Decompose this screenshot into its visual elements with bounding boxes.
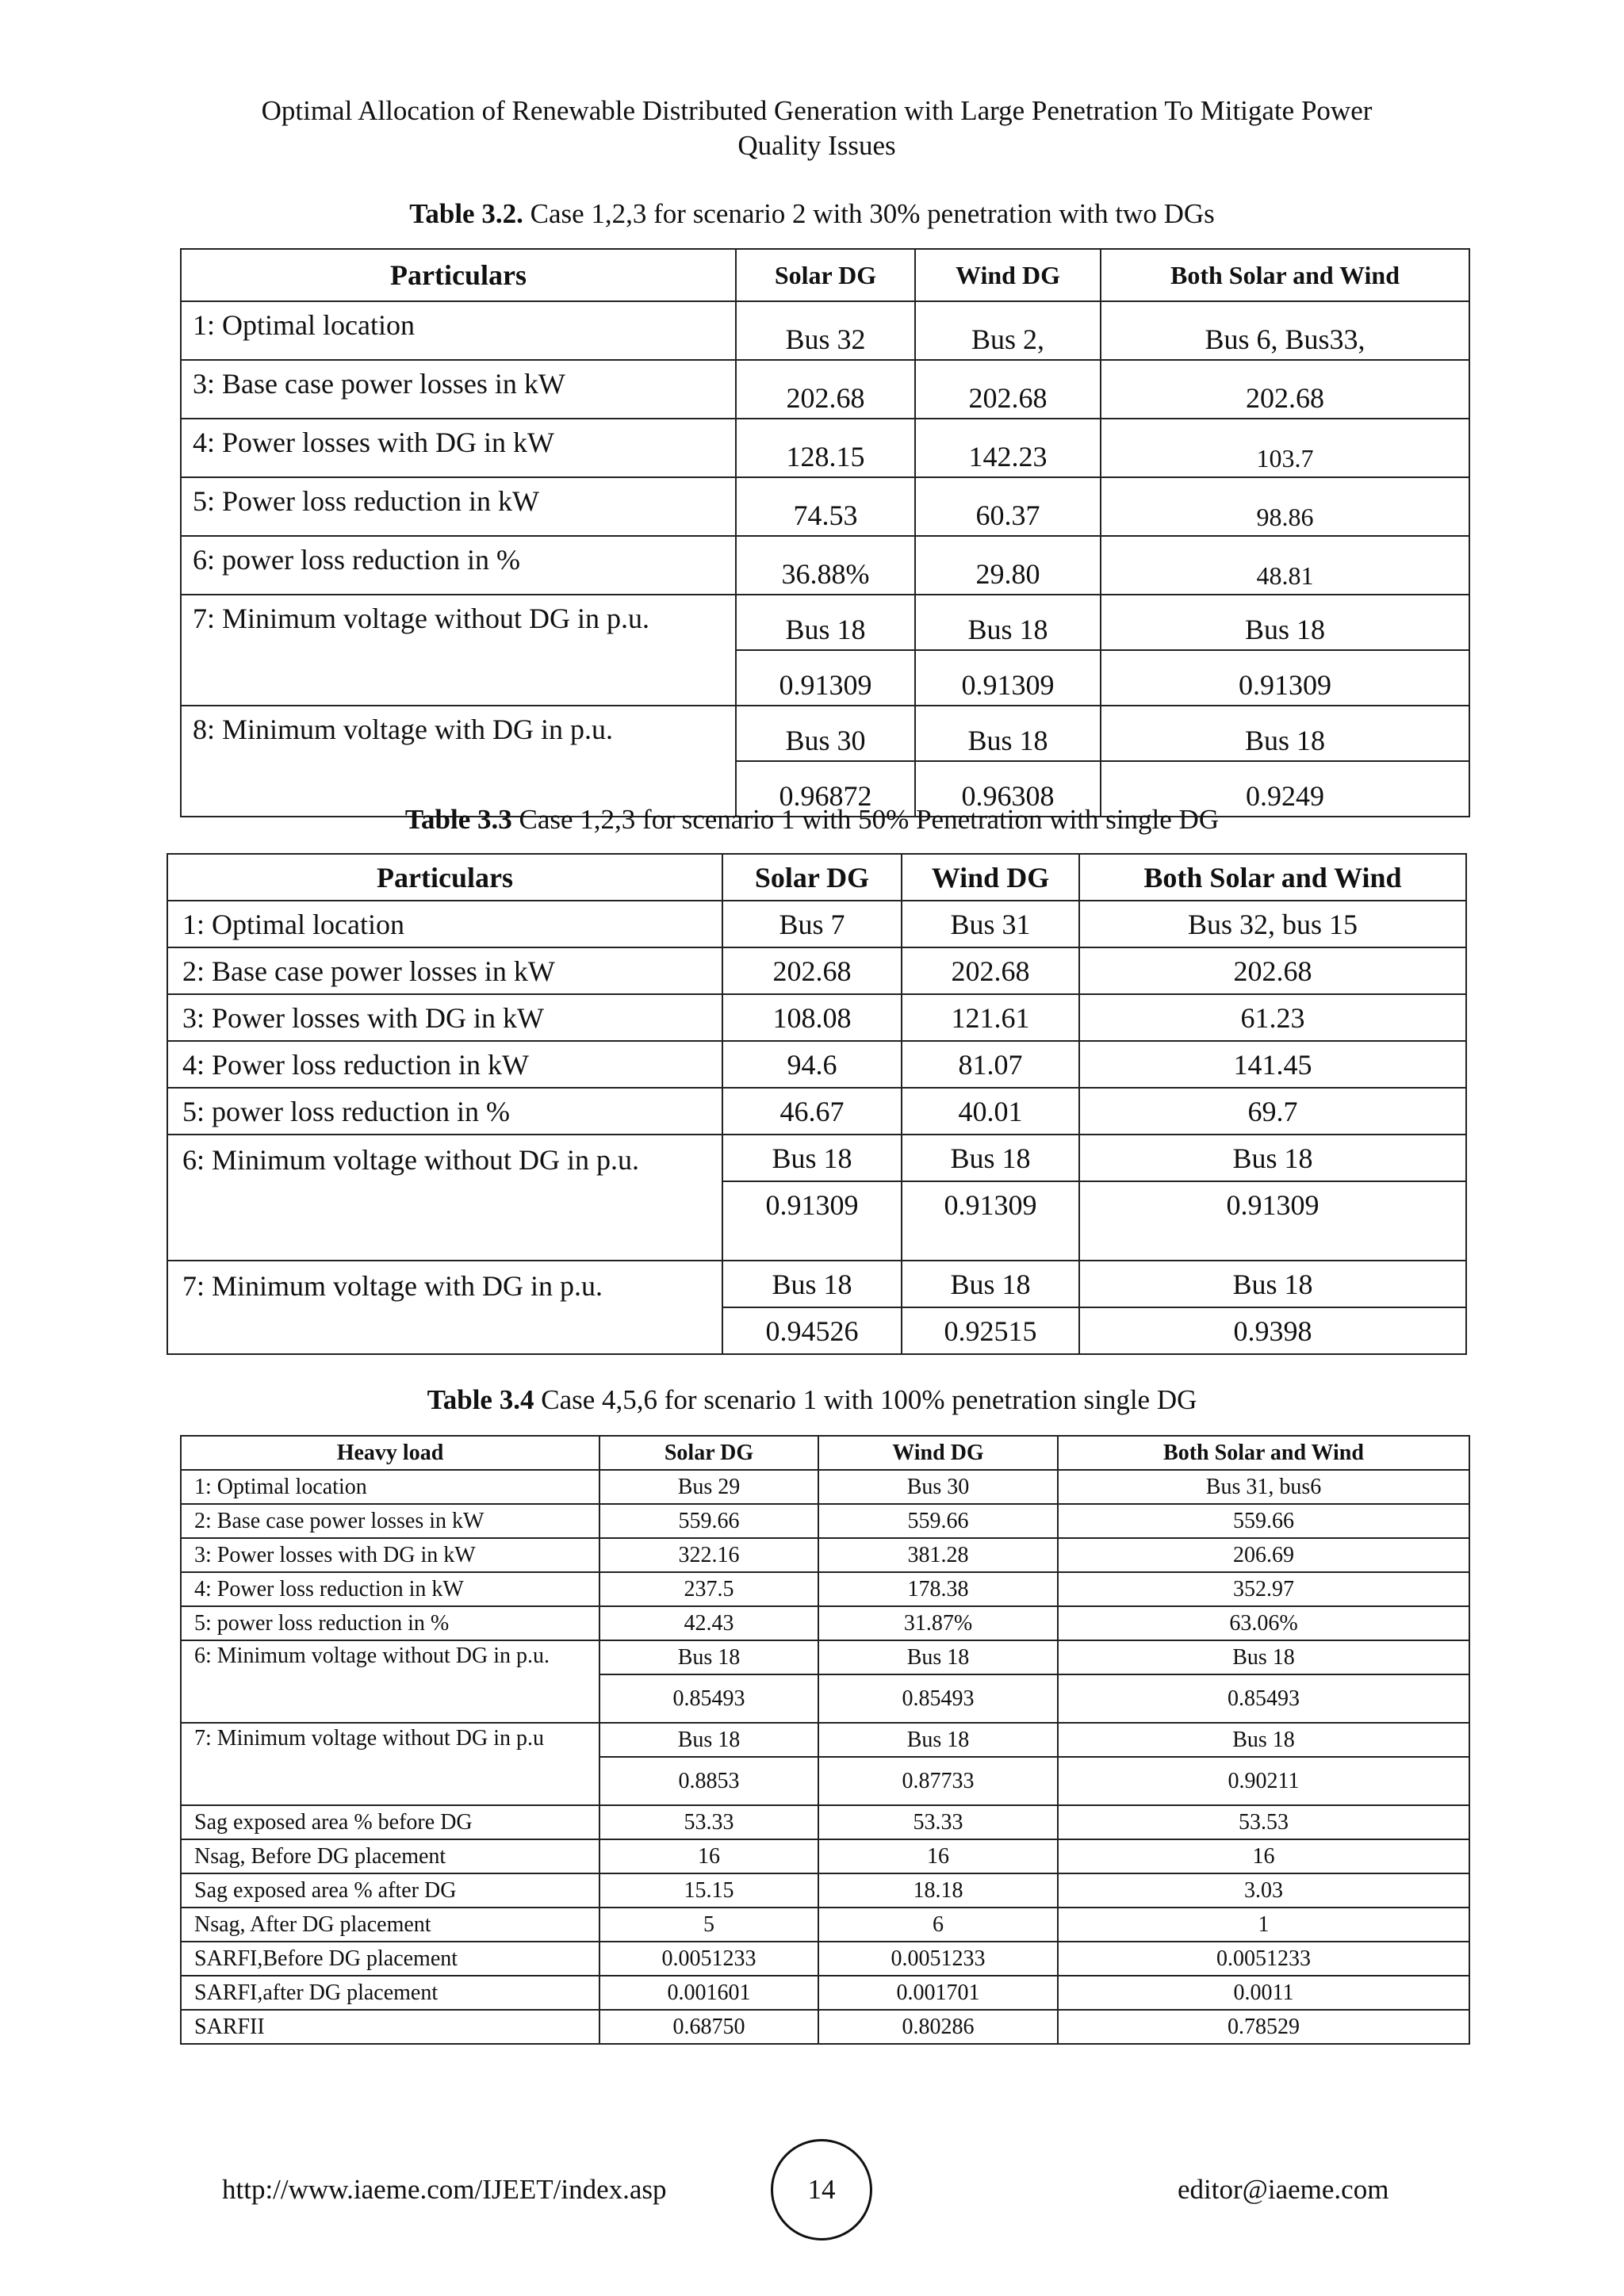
column-header: Wind DG <box>818 1436 1058 1470</box>
table-row <box>181 1908 1469 1942</box>
row-label: 3: Power losses with DG in kW <box>181 1538 599 1572</box>
journal-url-link[interactable]: http://www.iaeme.com/IJEET/index.asp <box>222 2174 667 2205</box>
table-cell: 0.0051233 <box>1058 1942 1469 1976</box>
table-caption <box>0 197 1624 232</box>
row-label: 4: Power losses with DG in kW <box>181 419 736 477</box>
running-header-line-1: Optimal Allocation of Renewable Distributed Generation with Large Penetration To Mitigate Power <box>261 95 1373 126</box>
table-cell: 74.53 <box>736 477 915 536</box>
running-header <box>159 94 1475 163</box>
table-cell: 0.91309 <box>1079 1181 1466 1261</box>
table-row <box>181 1873 1469 1908</box>
row-label: 7: Minimum voltage without DG in p.u <box>181 1723 599 1805</box>
table-cell: 141.45 <box>1079 1041 1466 1088</box>
table-cell: 0.0051233 <box>599 1942 818 1976</box>
table-cell: Bus 18 <box>902 1261 1079 1307</box>
table-cell: Bus 29 <box>599 1470 818 1504</box>
table-cell: 0.85493 <box>818 1674 1058 1723</box>
table-cell: 81.07 <box>902 1041 1079 1088</box>
row-label: SARFI,after DG placement <box>181 1976 599 2010</box>
table-cell: 108.08 <box>722 994 902 1041</box>
table-cell: 352.97 <box>1058 1572 1469 1606</box>
row-label: 4: Power loss reduction in kW <box>167 1041 722 1088</box>
table-caption-text: Case 1,2,3 for scenario 1 with 50% Penetration with single DG <box>511 804 1220 835</box>
table-row <box>167 901 1466 947</box>
table-cell: 3.03 <box>1058 1873 1469 1908</box>
table-cell: 1 <box>1058 1908 1469 1942</box>
row-label: 5: power loss reduction in % <box>181 1606 599 1640</box>
table-cell: Bus 18 <box>722 1261 902 1307</box>
row-label: Sag exposed area % before DG <box>181 1805 599 1839</box>
table-cell: 0.0011 <box>1058 1976 1469 2010</box>
table-cell: Bus 6, Bus33, <box>1101 301 1469 360</box>
row-label: 1: Optimal location <box>181 301 736 360</box>
table-cell: 142.23 <box>915 419 1101 477</box>
column-header: Solar DG <box>599 1436 818 1470</box>
table-cell: 121.61 <box>902 994 1079 1041</box>
table-cell: Bus 7 <box>722 901 902 947</box>
table-cell: 16 <box>599 1839 818 1873</box>
table-row <box>181 2010 1469 2044</box>
row-label: Nsag, After DG placement <box>181 1908 599 1942</box>
table-caption-number: Table 3.3 <box>404 804 512 835</box>
table-cell: 36.88% <box>736 536 915 595</box>
table-cell: 6 <box>818 1908 1058 1942</box>
table-caption-number: Table 3.2. <box>409 198 523 229</box>
table-cell: 128.15 <box>736 419 915 477</box>
table-cell: 0.68750 <box>599 2010 818 2044</box>
table-cell: 29.80 <box>915 536 1101 595</box>
row-label: 5: power loss reduction in % <box>167 1088 722 1135</box>
table-cell: Bus 18 <box>818 1640 1058 1674</box>
table-cell: 18.18 <box>818 1873 1058 1908</box>
table-cell: 0.91309 <box>902 1181 1079 1261</box>
table-cell: 48.81 <box>1101 536 1469 595</box>
table-cell: 0.92515 <box>902 1307 1079 1354</box>
table-cell: 202.68 <box>736 360 915 419</box>
row-label: 3: Power losses with DG in kW <box>167 994 722 1041</box>
row-label: 4: Power loss reduction in kW <box>181 1572 599 1606</box>
table-cell: 31.87% <box>818 1606 1058 1640</box>
table-cell: 202.68 <box>915 360 1101 419</box>
table-cell: Bus 18 <box>915 595 1101 650</box>
table-cell: 0.91309 <box>722 1181 902 1261</box>
table-row <box>167 947 1466 994</box>
table-cell: 40.01 <box>902 1088 1079 1135</box>
table-cell: 63.06% <box>1058 1606 1469 1640</box>
table-cell: Bus 18 <box>599 1640 818 1674</box>
row-label: 2: Base case power losses in kW <box>181 1504 599 1538</box>
table-caption <box>0 802 1624 837</box>
table-cell: Bus 18 <box>1058 1640 1469 1674</box>
table-row <box>181 1504 1469 1538</box>
table-cell: 53.33 <box>818 1805 1058 1839</box>
table-row <box>167 994 1466 1041</box>
table-cell: 94.6 <box>722 1041 902 1088</box>
row-label: Sag exposed area % after DG <box>181 1873 599 1908</box>
table-cell: 206.69 <box>1058 1538 1469 1572</box>
column-header: Particulars <box>181 249 736 301</box>
table-cell: 53.33 <box>599 1805 818 1839</box>
table-header-row <box>181 249 1469 301</box>
table-cell: 0.94526 <box>722 1307 902 1354</box>
table-row <box>181 1839 1469 1873</box>
table-row <box>181 419 1469 477</box>
table-cell: 0.001701 <box>818 1976 1058 2010</box>
table-row <box>181 1723 1469 1757</box>
table-cell: Bus 18 <box>1101 595 1469 650</box>
table-cell: 0.85493 <box>599 1674 818 1723</box>
table-cell: 559.66 <box>599 1504 818 1538</box>
results-table-30-percent <box>180 248 1470 817</box>
row-label: Nsag, Before DG placement <box>181 1839 599 1873</box>
table-cell: 42.43 <box>599 1606 818 1640</box>
table-cell: 0.96308 <box>915 761 1101 817</box>
table-cell: 98.86 <box>1101 477 1469 536</box>
row-label: 7: Minimum voltage with DG in p.u. <box>167 1261 722 1354</box>
table-cell: 178.38 <box>818 1572 1058 1606</box>
table-row <box>181 1976 1469 2010</box>
results-table-100-percent <box>180 1435 1470 2045</box>
table-cell: Bus 2, <box>915 301 1101 360</box>
table-cell: 202.68 <box>1101 360 1469 419</box>
column-header: Both Solar and Wind <box>1079 854 1466 901</box>
table-cell: 559.66 <box>818 1504 1058 1538</box>
table-row <box>181 1572 1469 1606</box>
table-row <box>181 1470 1469 1504</box>
table-row <box>181 301 1469 360</box>
editor-email-link[interactable]: editor@iaeme.com <box>1178 2174 1389 2205</box>
table-row <box>167 1088 1466 1135</box>
table-caption-number: Table 3.4 <box>427 1384 534 1415</box>
table-cell: 0.78529 <box>1058 2010 1469 2044</box>
table-cell: 16 <box>1058 1839 1469 1873</box>
table-cell: 0.8853 <box>599 1757 818 1805</box>
table-cell: 53.53 <box>1058 1805 1469 1839</box>
table-cell: Bus 18 <box>599 1723 818 1757</box>
row-label: 1: Optimal location <box>167 901 722 947</box>
table-cell: 381.28 <box>818 1538 1058 1572</box>
table-cell: 61.23 <box>1079 994 1466 1041</box>
running-header-line-2: Quality Issues <box>737 130 896 161</box>
row-label: 1: Optimal location <box>181 1470 599 1504</box>
table-cell: 202.68 <box>722 947 902 994</box>
table-cell: Bus 18 <box>902 1135 1079 1181</box>
table-cell: 237.5 <box>599 1572 818 1606</box>
table-caption-text: Case 4,5,6 for scenario 1 with 100% penetration single DG <box>534 1384 1197 1415</box>
column-header: Both Solar and Wind <box>1058 1436 1469 1470</box>
table-cell: 0.91309 <box>736 650 915 706</box>
column-header: Solar DG <box>722 854 902 901</box>
table-cell: Bus 18 <box>1058 1723 1469 1757</box>
column-header: Solar DG <box>736 249 915 301</box>
table-cell: 0.85493 <box>1058 1674 1469 1723</box>
column-header: Wind DG <box>915 249 1101 301</box>
row-label: 7: Minimum voltage without DG in p.u. <box>181 595 736 706</box>
table-cell: Bus 31, bus6 <box>1058 1470 1469 1504</box>
page-number <box>771 2139 872 2241</box>
table-cell: 5 <box>599 1908 818 1942</box>
table-cell: 0.9249 <box>1101 761 1469 817</box>
table-cell: Bus 31 <box>902 901 1079 947</box>
table-row <box>181 536 1469 595</box>
table-row <box>181 595 1469 650</box>
table-cell: 0.0051233 <box>818 1942 1058 1976</box>
row-label: 6: Minimum voltage without DG in p.u. <box>181 1640 599 1723</box>
table-header-row <box>167 854 1466 901</box>
table-row <box>167 1041 1466 1088</box>
table-cell: 0.91309 <box>1101 650 1469 706</box>
table-row <box>181 1805 1469 1839</box>
column-header: Both Solar and Wind <box>1101 249 1469 301</box>
row-label: 6: Minimum voltage without DG in p.u. <box>167 1135 722 1261</box>
table-cell: 0.9398 <box>1079 1307 1466 1354</box>
table-cell: 322.16 <box>599 1538 818 1572</box>
column-header: Heavy load <box>181 1436 599 1470</box>
table-row <box>181 360 1469 419</box>
table-cell: 0.96872 <box>736 761 915 817</box>
table-row <box>181 1606 1469 1640</box>
table-caption <box>0 1383 1624 1418</box>
table-cell: Bus 32 <box>736 301 915 360</box>
table-cell: 202.68 <box>902 947 1079 994</box>
row-label: SARFII <box>181 2010 599 2044</box>
column-header: Wind DG <box>902 854 1079 901</box>
table-cell: Bus 18 <box>915 706 1101 761</box>
table-row <box>181 1640 1469 1674</box>
table-cell: Bus 18 <box>736 595 915 650</box>
table-cell: 559.66 <box>1058 1504 1469 1538</box>
column-header: Particulars <box>167 854 722 901</box>
row-label: 6: power loss reduction in % <box>181 536 736 595</box>
table-cell: Bus 30 <box>736 706 915 761</box>
table-cell: 202.68 <box>1079 947 1466 994</box>
row-label: 3: Base case power losses in kW <box>181 360 736 419</box>
table-cell: 60.37 <box>915 477 1101 536</box>
table-cell: Bus 18 <box>1079 1261 1466 1307</box>
table-row <box>181 1538 1469 1572</box>
table-header-row <box>181 1436 1469 1470</box>
row-label: 8: Minimum voltage with DG in p.u. <box>181 706 736 817</box>
row-label: SARFI,Before DG placement <box>181 1942 599 1976</box>
table-cell: 69.7 <box>1079 1088 1466 1135</box>
table-cell: 0.90211 <box>1058 1757 1469 1805</box>
table-cell: Bus 32, bus 15 <box>1079 901 1466 947</box>
table-cell: 0.80286 <box>818 2010 1058 2044</box>
table-cell: Bus 18 <box>818 1723 1058 1757</box>
table-cell: Bus 18 <box>722 1135 902 1181</box>
results-table-50-percent <box>167 853 1467 1355</box>
table-cell: 46.67 <box>722 1088 902 1135</box>
table-caption-text: Case 1,2,3 for scenario 2 with 30% penetration with two DGs <box>523 198 1215 229</box>
row-label: 2: Base case power losses in kW <box>167 947 722 994</box>
table-row <box>167 1135 1466 1181</box>
table-cell: 15.15 <box>599 1873 818 1908</box>
table-cell: Bus 30 <box>818 1470 1058 1504</box>
page-number-text: 14 <box>807 2174 836 2205</box>
table-cell: 0.001601 <box>599 1976 818 2010</box>
table-cell: 103.7 <box>1101 419 1469 477</box>
table-cell: 0.91309 <box>915 650 1101 706</box>
table-row <box>181 706 1469 761</box>
table-row <box>181 1942 1469 1976</box>
table-cell: Bus 18 <box>1101 706 1469 761</box>
table-cell: 0.87733 <box>818 1757 1058 1805</box>
row-label: 5: Power loss reduction in kW <box>181 477 736 536</box>
table-row <box>167 1261 1466 1307</box>
table-cell: Bus 18 <box>1079 1135 1466 1181</box>
table-row <box>181 477 1469 536</box>
table-cell: 16 <box>818 1839 1058 1873</box>
